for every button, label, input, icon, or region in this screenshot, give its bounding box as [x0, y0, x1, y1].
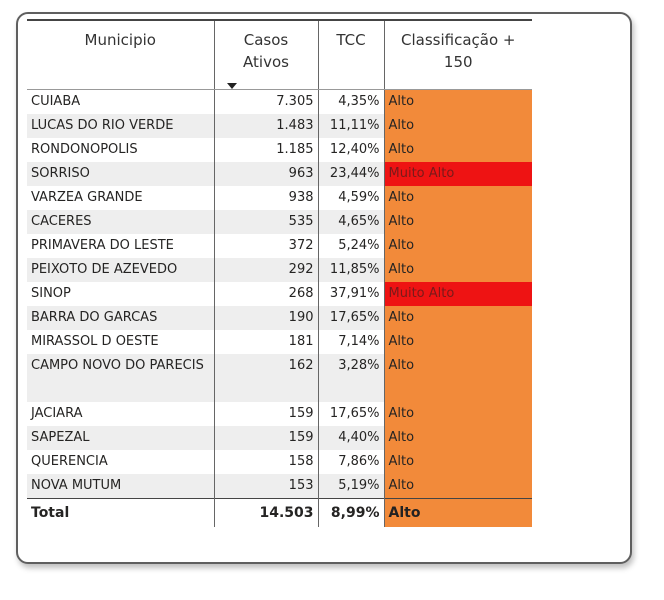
cell-municipio: NOVA MUTUM [27, 474, 214, 499]
table-row[interactable] [27, 186, 532, 210]
column-header-label: Municipio [84, 31, 156, 49]
cell-casos-ativos: 963 [214, 162, 318, 186]
table-row[interactable] [27, 282, 532, 306]
cell-tcc: 4,35% [318, 90, 384, 115]
column-header-label: TCC [336, 31, 366, 49]
table-row[interactable] [27, 162, 532, 186]
cell-municipio: SAPEZAL [27, 426, 214, 450]
cell-municipio: BARRA DO GARCAS [27, 306, 214, 330]
cell-classificacao: Alto [384, 234, 532, 258]
table-row[interactable] [27, 354, 532, 402]
cell-casos-ativos: 535 [214, 210, 318, 234]
table-row[interactable] [27, 114, 532, 138]
cell-municipio: PEIXOTO DE AZEVEDO [27, 258, 214, 282]
total-casos: 14.503 [214, 499, 318, 528]
cell-tcc: 11,11% [318, 114, 384, 138]
cell-classificacao: Alto [384, 474, 532, 499]
cell-tcc: 4,65% [318, 210, 384, 234]
cell-municipio: VARZEA GRANDE [31, 190, 143, 205]
table-row[interactable] [27, 90, 532, 115]
cell-municipio: CUIABA [31, 94, 81, 109]
cell-municipio: SORRISO [27, 162, 214, 186]
table-row[interactable] [27, 306, 532, 330]
table-header-row [27, 21, 532, 90]
cell-casos-ativos: 153 [214, 474, 318, 499]
table-row[interactable] [27, 450, 532, 474]
data-table [27, 21, 532, 527]
cell-tcc: 5,19% [318, 474, 384, 499]
cell-tcc: 11,85% [318, 258, 384, 282]
cell-tcc: 4,59% [318, 186, 384, 210]
total-tcc: 8,99% [318, 499, 384, 528]
cell-classificacao: Alto [384, 114, 532, 138]
table-row[interactable] [27, 258, 532, 282]
cell-casos-ativos: 292 [214, 258, 318, 282]
cell-classificacao: Muito Alto [384, 162, 532, 186]
cell-classificacao: Alto [384, 306, 532, 330]
cell-casos-ativos: 162 [214, 354, 318, 402]
table-row[interactable] [27, 234, 532, 258]
cell-municipio: CAMPO NOVO DO PARECIS [27, 354, 214, 402]
table-row[interactable] [27, 210, 532, 234]
cell-tcc: 17,65% [318, 402, 384, 426]
cell-classificacao: Alto [384, 90, 532, 115]
table-row[interactable] [27, 474, 532, 499]
total-classificacao: Alto [384, 499, 532, 528]
cell-classificacao: Alto [384, 258, 532, 282]
table-total-row [27, 499, 532, 528]
cell-classificacao: Alto [384, 450, 532, 474]
cell-casos-ativos: 159 [214, 402, 318, 426]
cell-classificacao: Alto [384, 138, 532, 162]
table-row[interactable] [27, 138, 532, 162]
cell-casos-ativos: 938 [214, 186, 318, 210]
cell-casos-ativos: 1.185 [214, 138, 318, 162]
column-header-casos-ativos[interactable] [214, 21, 318, 90]
column-header-classificacao[interactable] [384, 21, 532, 90]
total-label: Total [27, 499, 214, 528]
cell-tcc: 23,44% [318, 162, 384, 186]
cell-municipio: PRIMAVERA DO LESTE [31, 238, 174, 253]
cell-municipio: MIRASSOL D OESTE [31, 334, 159, 349]
cell-municipio: RONDONOPOLIS [31, 142, 138, 157]
cell-municipio: CACERES [27, 210, 214, 234]
data-table-container [27, 21, 532, 527]
column-header-tcc[interactable] [318, 21, 384, 90]
table-row[interactable] [27, 426, 532, 450]
cell-classificacao: Alto [384, 402, 532, 426]
cell-casos-ativos: 158 [214, 450, 318, 474]
cell-tcc: 37,91% [318, 282, 384, 306]
column-header-label: Casos [243, 31, 289, 49]
cell-casos-ativos: 7.305 [214, 90, 318, 115]
cell-classificacao: Alto [384, 426, 532, 450]
cell-casos-ativos: 181 [214, 330, 318, 354]
column-header-label: Classificação + [401, 31, 516, 49]
cell-tcc: 4,40% [318, 426, 384, 450]
cell-tcc: 17,65% [318, 306, 384, 330]
cell-classificacao: Muito Alto [384, 282, 532, 306]
cell-casos-ativos: 159 [214, 426, 318, 450]
cell-tcc: 7,14% [318, 330, 384, 354]
cell-casos-ativos: 372 [214, 234, 318, 258]
column-header-label: 150 [443, 53, 473, 71]
cell-tcc: 12,40% [318, 138, 384, 162]
table-row[interactable] [27, 330, 532, 354]
cell-classificacao: Alto [384, 354, 532, 402]
cell-classificacao: Alto [384, 210, 532, 234]
sort-descending-icon[interactable] [227, 83, 237, 89]
cell-classificacao: Alto [384, 330, 532, 354]
table-row[interactable] [27, 402, 532, 426]
cell-municipio: QUERENCIA [31, 454, 108, 469]
column-header-label: Ativos [243, 53, 289, 71]
cell-municipio: SINOP [31, 286, 71, 301]
cell-casos-ativos: 190 [214, 306, 318, 330]
cell-tcc: 3,28% [318, 354, 384, 402]
column-header-municipio[interactable] [27, 21, 214, 90]
cell-classificacao: Alto [384, 186, 532, 210]
cell-tcc: 7,86% [318, 450, 384, 474]
cell-tcc: 5,24% [318, 234, 384, 258]
cell-casos-ativos: 268 [214, 282, 318, 306]
cell-casos-ativos: 1.483 [214, 114, 318, 138]
cell-municipio: LUCAS DO RIO VERDE [27, 114, 214, 138]
cell-municipio: JACIARA [31, 406, 83, 421]
